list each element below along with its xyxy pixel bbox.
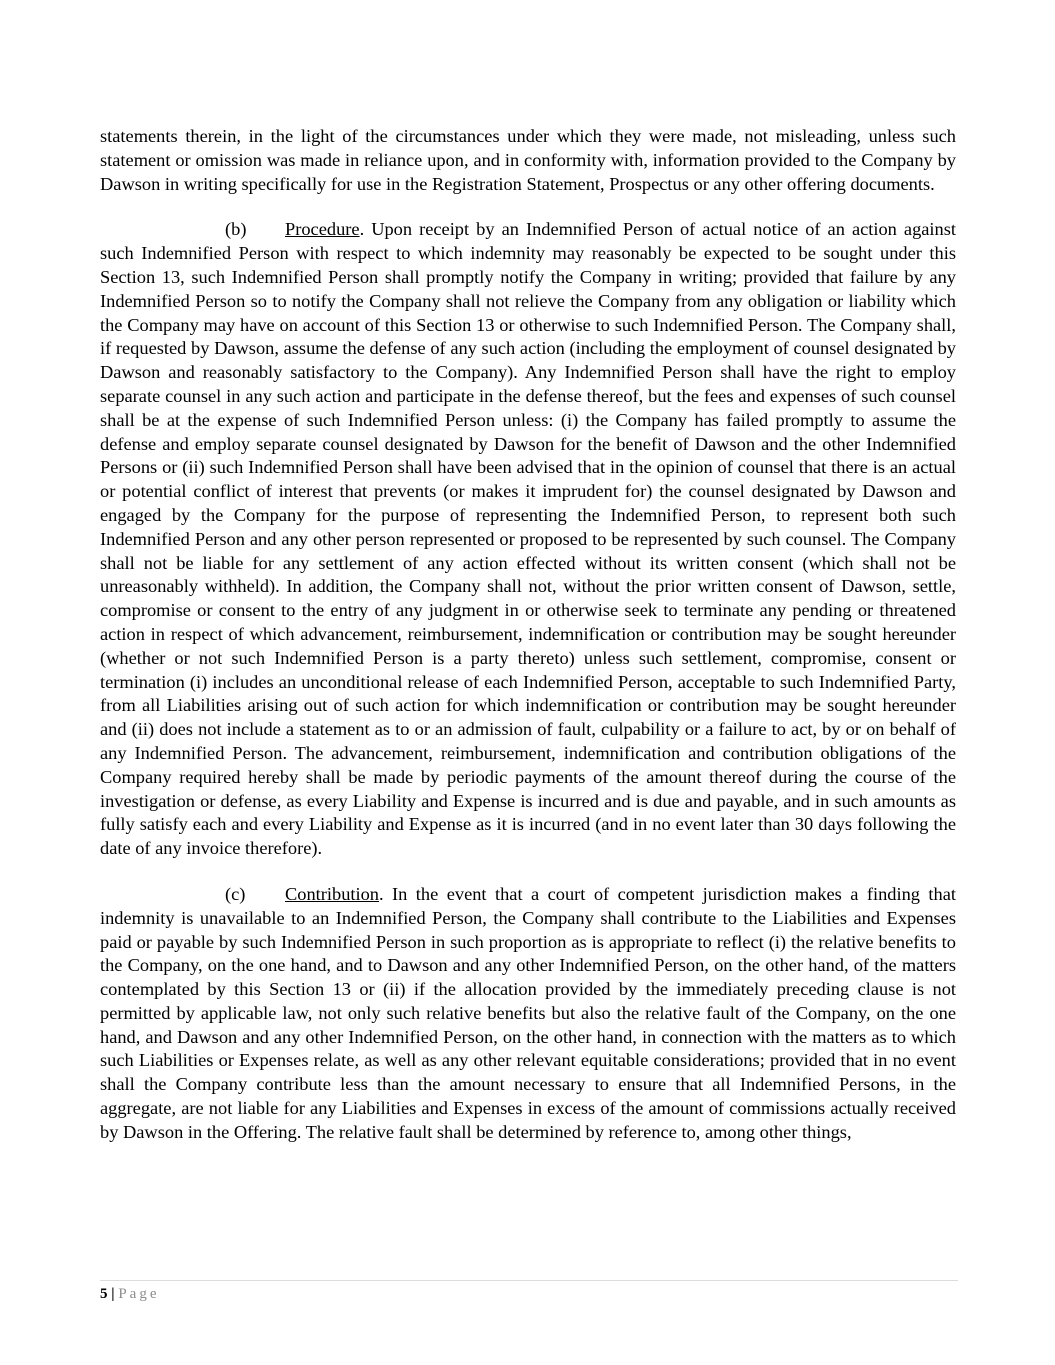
document-body [100,125,956,1145]
paragraph-b-heading: Procedure [285,219,360,240]
paragraph-c-contribution [100,883,956,1145]
paragraph-b-label: (b) [225,219,247,240]
paragraph-c-heading: Contribution [285,883,380,904]
paragraph-c-body: . In the event that a court of competent jurisdiction makes a finding that indemnity is unavailable to an Indemnified Person, the Company shall contribute to the Liabilities and Expenses paid or payable by such Indemnified Person in such proportion as is appropriate to reflect (i) the relative benefits to the Company, on the one hand, and to Dawson and any other Indemnified Person, on the other hand, of the matters contemplated by this Section 13 or (ii) if the allocation provided by the immediately preceding clause is not permitted by applicable law, not only such relative benefits but also the relative fault of the Company, on the one hand, and Dawson and any other Indemnified Person, on the other hand, in connection with the matters as to which such Liabilities or Expenses relate, as well as any other relevant equitable considerations; provided that in no event shall the Company contribute less than the amount necessary to ensure that all Indemnified Persons, in the aggregate, are not liable for any Liabilities and Expenses in excess of the amount of commissions actually received by Dawson in the Offering. The relative fault shall be determined by reference to, among other things, [100,883,956,1142]
page-number-separator: | [111,1286,115,1302]
paragraph-b-body: . Upon receipt by an Indemnified Person of actual notice of an action against such Indemnified Person with respect to which indemnity may reasonably be expected to be sought under this Section 13, such Indemnified Person shall promptly notify the Company in writing; provided that failure by any Indemnified Person so to notify the Company shall not relieve the Company from any obligation or liability which the Company may have on account of this Section 13 or otherwise to such Indemnified Person. The Company shall, if requested by Dawson, assume the defense of any such action (including the employment of counsel designated by Dawson and reasonably satisfactory to the Company). Any Indemnified Person shall have the right to employ separate counsel in any such action and participate in the defense thereof, but the fees and expenses of such counsel shall be at the expense of such Indemnified Person unless: (i) the Company has failed promptly to assume the defense and employ separate counsel designated by Dawson for the benefit of Dawson and the other Indemnified Persons or (ii) such Indemnified Person shall have been advised that in the opinion of counsel that there is an actual or potential conflict of interest that prevents (or makes it imprudent for) the counsel designated by Dawson and engaged by the Company for the purpose of representing the Indemnified Person, to represent both such Indemnified Person and any other person represented or proposed to be represented by such counsel. The Company shall not be liable for any settlement of any action effected without its written consent (which shall not be unreasonably withheld). In addition, the Company shall not, without the prior written consent of Dawson, settle, compromise or consent to the entry of any judgment in or otherwise seek to terminate any pending or threatened action in respect of which advancement, reimbursement, indemnification or contribution may be sought hereunder (whether or not such Indemnified Person is a party thereto) unless such settlement, compromise, consent or termination (i) includes an unconditional release of each Indemnified Person, acceptable to such Indemnified Party, from all Liabilities arising out of such action for which indemnification or contribution may be sought hereunder and (ii) does not include a statement as to or an admission of fault, culpability or a failure to act, by or on behalf of any Indemnified Person. The advancement, reimbursement, indemnification and contribution obligations of the Company required hereby shall be made by periodic payments of the amount thereof during the course of the investigation or defense, as every Liability and Expense is incurred and is due and payable, and in such amounts as fully satisfy each and every Liability and Expense as it is incurred (and in no event later than 30 days following the date of any invoice therefore). [100,219,956,859]
page-footer [100,1284,159,1304]
footer-divider [100,1280,958,1281]
paragraph-b-procedure [100,218,956,861]
page-label: Page [118,1286,160,1302]
paragraph-c-label: (c) [225,883,246,904]
page-number: 5 [100,1286,108,1302]
paragraph-a-continuation: statements therein, in the light of the circumstances under which they were made, not misleading, unless such statement or omission was made in reliance upon, and in conformity with, information provided to the Company by Dawson in writing specifically for use in the Registration Statement, Prospectus or any other offering documents. [100,126,956,194]
